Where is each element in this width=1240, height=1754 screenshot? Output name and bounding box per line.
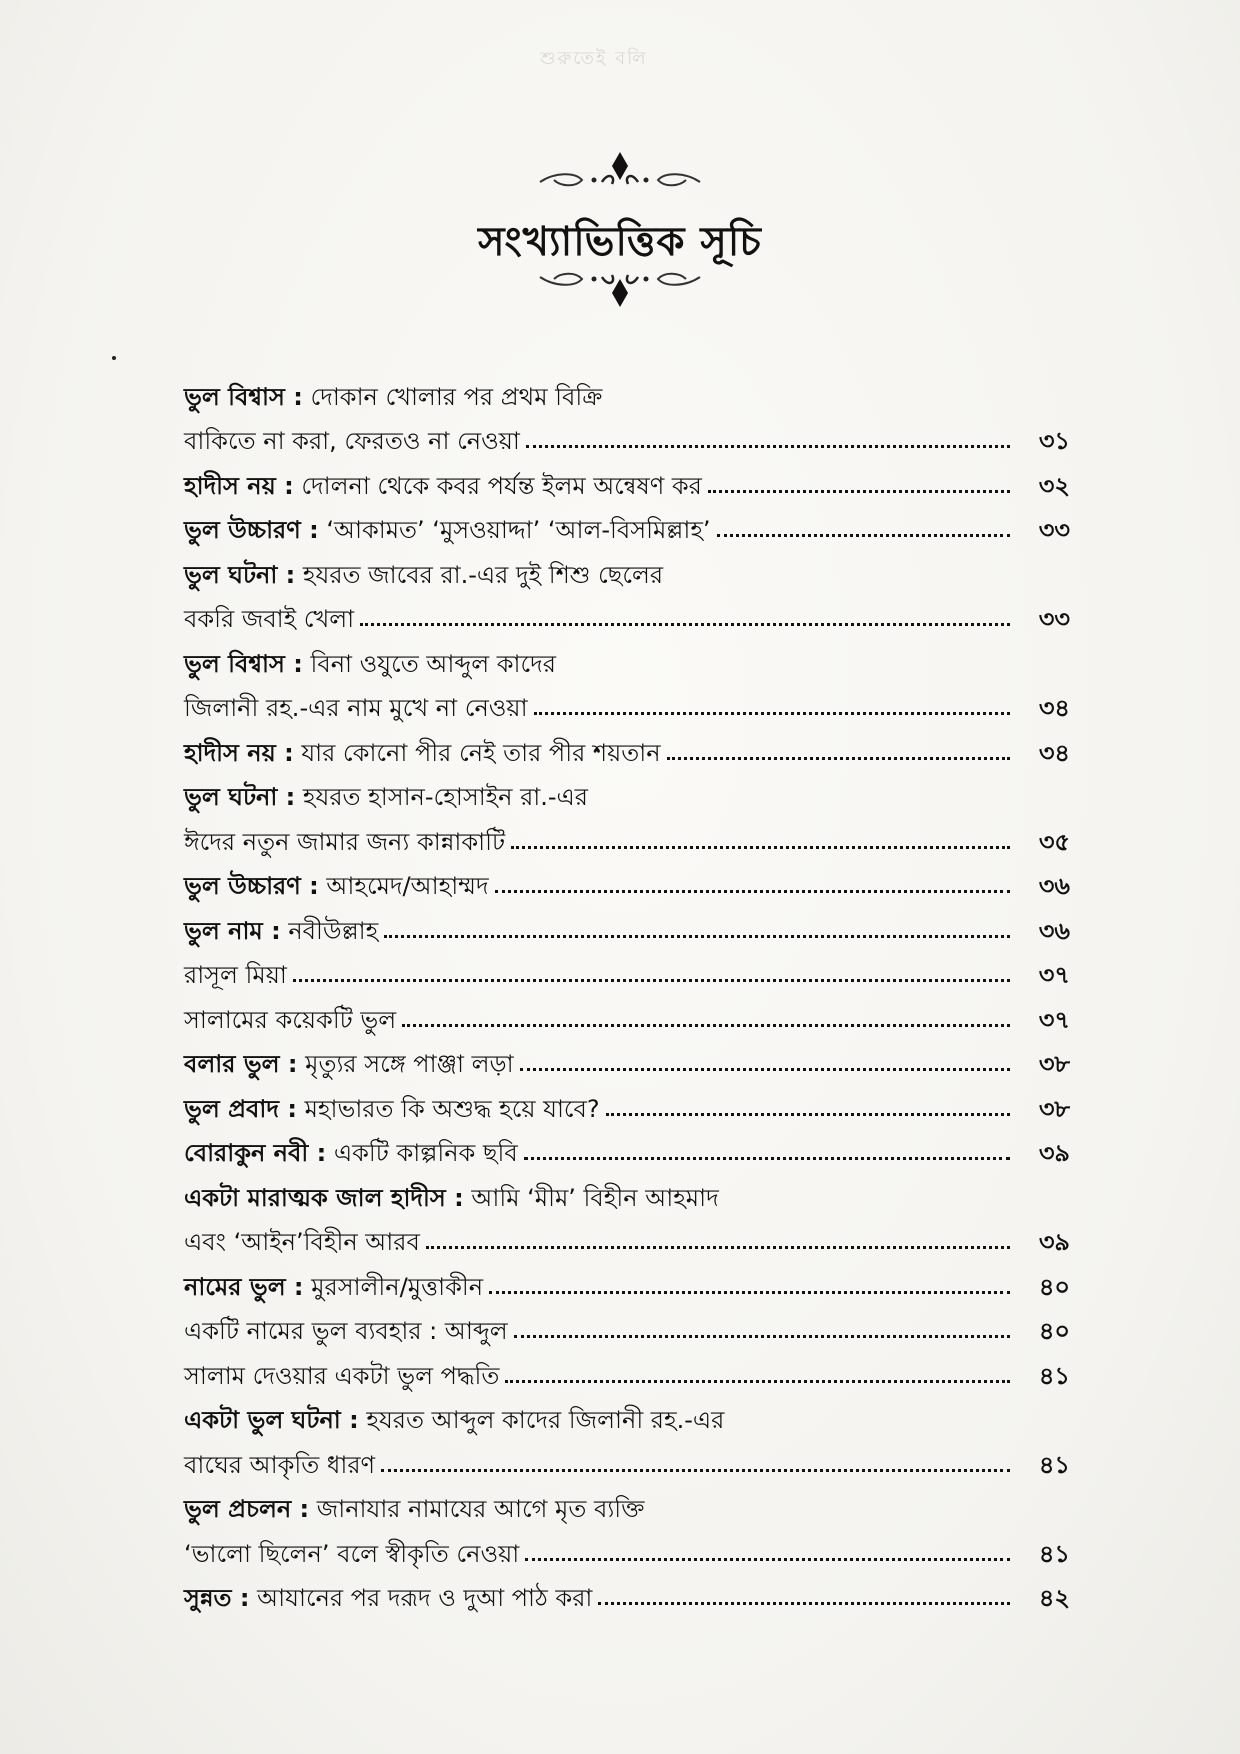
toc-line-text: জানাযার নামাযের আগে মৃত ব্যক্তি	[316, 1495, 645, 1523]
toc-line-text: দোলনা থেকে কবর পর্যন্ত ইলম অন্বেষণ কর	[301, 471, 702, 500]
toc-line	[184, 991, 1070, 1036]
toc-line-label: সুন্নত :	[184, 1584, 250, 1612]
toc-line-text: ‘ভালো ছিলেন’ বলে স্বীকৃতি নেওয়া	[184, 1539, 520, 1568]
toc-line	[184, 947, 1070, 992]
toc-line-text: বাকিতে না করা, ফেরতও না নেওয়া	[184, 427, 520, 455]
toc-page-number: ৪১	[1038, 1361, 1070, 1390]
dot-leader	[384, 935, 1010, 938]
toc-line-text: রাসূল মিয়া	[184, 961, 287, 989]
toc-line	[184, 813, 1070, 858]
toc-page-number: ৩১	[1038, 427, 1070, 455]
toc-line-text: আহমেদ/আহাম্মদ	[326, 872, 489, 900]
toc-page-number: ৩৮	[1038, 1094, 1070, 1123]
toc-page-number: ৩৫	[1038, 827, 1070, 856]
dot-leader	[606, 1113, 1010, 1116]
toc-line-label: ভুল ঘটনা :	[184, 783, 296, 811]
toc-page-number: ৩৬	[1038, 916, 1070, 945]
dot-leader	[293, 979, 1010, 982]
toc-line-label: একটা মারাত্মক জাল হাদীস :	[184, 1183, 464, 1212]
toc-line-text: নবীউল্লাহ	[288, 916, 379, 945]
toc-line	[184, 1481, 1070, 1526]
toc-line-text: জিলানী রহ.-এর নাম মুখে না নেওয়া	[184, 694, 528, 722]
toc-line-label: ভুল ঘটনা :	[184, 560, 296, 589]
toc-line	[184, 368, 1070, 413]
toc-line-label: ভুল বিশ্বাস :	[184, 382, 303, 411]
toc-line	[184, 1570, 1070, 1615]
toc-page-number: ৪২	[1038, 1584, 1070, 1612]
toc-line-text: হযরত আব্দুল কাদের জিলানী রহ.-এর	[366, 1406, 725, 1434]
dot-leader	[360, 623, 1010, 626]
page-title: সংখ্যাভিত্তিক সূচি	[478, 219, 762, 265]
toc-line	[184, 1392, 1070, 1437]
dot-leader	[489, 1291, 1010, 1294]
toc-page-number: ৪০	[1038, 1272, 1070, 1301]
dot-leader	[598, 1602, 1010, 1605]
toc-page-number: ৪০	[1038, 1317, 1070, 1345]
toc-line-text: বিনা ওযুতে আব্দুল কাদের	[310, 649, 556, 678]
dot-leader	[495, 890, 1010, 893]
stray-dot	[112, 356, 116, 360]
toc-line	[184, 1036, 1070, 1081]
toc-line-text: আমি ‘মীম’ বিহীন আহমাদ	[471, 1183, 719, 1212]
toc-line	[184, 591, 1070, 636]
toc-line	[184, 1214, 1070, 1259]
toc-page-number: ৩২	[1038, 471, 1070, 500]
dot-leader	[520, 1068, 1010, 1071]
toc-line	[184, 1525, 1070, 1570]
toc-line	[184, 502, 1070, 547]
toc-line	[184, 546, 1070, 591]
toc-line-text: দোকান খোলার পর প্রথম বিক্রি	[310, 382, 603, 411]
toc-line-label: ভুল প্রবাদ :	[184, 1094, 297, 1123]
dot-leader	[426, 1246, 1010, 1249]
toc-page-number: ৩৬	[1038, 872, 1070, 900]
dot-leader	[667, 757, 1010, 760]
toc-page-number: ৩৯	[1038, 1228, 1070, 1256]
toc-line	[184, 858, 1070, 903]
toc-line-text: একটি কাল্পনিক ছবি	[333, 1139, 518, 1167]
toc-line	[184, 1169, 1070, 1214]
bottom-ornament-icon	[520, 265, 720, 309]
toc-line	[184, 724, 1070, 769]
toc-line-label: বলার ভুল :	[184, 1050, 298, 1078]
toc-line-text: মুরসালীন/মুত্তাকীন	[311, 1272, 484, 1301]
toc-line-text: যার কোনো পীর নেই তার পীর শয়তান	[301, 738, 661, 767]
toc-line	[184, 1303, 1070, 1348]
toc-line-text: মৃত্যুর সঙ্গে পাঞ্জা লড়া	[305, 1050, 514, 1078]
toc-line-text: হযরত হাসান-হোসাইন রা.-এর	[302, 783, 589, 811]
toc-line-label: নামের ভুল :	[184, 1272, 304, 1301]
toc-line	[184, 769, 1070, 814]
toc-line-text: এবং ‘আইন’বিহীন আরব	[184, 1228, 420, 1256]
toc-line-text: সালামের কয়েকটি ভুল	[184, 1005, 397, 1034]
toc-page-number: ৩৪	[1038, 694, 1070, 722]
dot-leader	[526, 445, 1010, 448]
toc-line	[184, 635, 1070, 680]
toc-line	[184, 1347, 1070, 1392]
toc-line	[184, 413, 1070, 458]
toc-line-label: হাদীস নয় :	[184, 738, 294, 767]
dot-leader	[381, 1469, 1010, 1472]
toc-line-label: একটা ভুল ঘটনা :	[184, 1406, 359, 1434]
dot-leader	[402, 1024, 1010, 1027]
toc-line	[184, 1080, 1070, 1125]
toc-page-number: ৩৮	[1038, 1050, 1070, 1078]
toc-line	[184, 902, 1070, 947]
toc-line-text: ঈদের নতুন জামার জন্য কান্নাকাটি	[184, 827, 506, 856]
toc-page-number: ৩৪	[1038, 738, 1070, 767]
toc-page-number: ৪১	[1038, 1539, 1070, 1568]
toc-page-number: ৩৩	[1038, 516, 1070, 544]
toc-line-label: ভুল উচ্চারণ :	[184, 872, 319, 900]
dot-leader	[717, 534, 1010, 537]
toc-line-text: বাঘের আকৃতি ধারণ	[184, 1450, 376, 1479]
toc-line-label: ভুল বিশ্বাস :	[184, 649, 303, 678]
toc-line-label: হাদীস নয় :	[184, 471, 294, 500]
toc-line-text: আযানের পর দরূদ ও দুআ পাঠ করা	[257, 1584, 593, 1612]
toc-line	[184, 1125, 1070, 1170]
toc-line	[184, 1258, 1070, 1303]
toc-line-text: ‘আকামত’ ‘মুসওয়াদ্দা’ ‘আল-বিসমিল্লাহ’	[326, 516, 711, 544]
toc-line-label: ভুল উচ্চারণ :	[184, 516, 319, 544]
dot-leader	[708, 490, 1010, 493]
dot-leader	[525, 1558, 1010, 1561]
toc-line	[184, 1436, 1070, 1481]
toc-line	[184, 457, 1070, 502]
toc-page-number: ৩৭	[1038, 1005, 1070, 1034]
dot-leader	[514, 1335, 1010, 1338]
dot-leader	[534, 712, 1010, 715]
toc-line-text: বকরি জবাই খেলা	[184, 605, 355, 633]
toc-page-number: ৩৯	[1038, 1139, 1070, 1167]
table-of-contents	[184, 368, 1070, 1614]
dot-leader	[524, 1157, 1010, 1160]
faint-header-text: শুরুতেই বলি	[540, 48, 648, 69]
toc-page-number: ৩৩	[1038, 605, 1070, 633]
toc-line	[184, 680, 1070, 725]
toc-line-text: একটি নামের ভুল ব্যবহার : আব্দুল	[184, 1317, 508, 1345]
toc-line-label: বোরাকুন নবী :	[184, 1139, 327, 1167]
toc-line-text: মহাভারত কি অশুদ্ধ হয়ে যাবে?	[304, 1094, 600, 1123]
toc-line-text: হযরত জাবের রা.-এর দুই শিশু ছেলের	[302, 560, 664, 589]
toc-line-text: সালাম দেওয়ার একটা ভুল পদ্ধতি	[184, 1361, 500, 1390]
top-ornament-icon	[520, 150, 720, 194]
toc-page-number: ৪১	[1038, 1450, 1070, 1479]
dot-leader	[511, 846, 1010, 849]
toc-page-number: ৩৭	[1038, 961, 1070, 989]
dot-leader	[505, 1380, 1010, 1383]
toc-line-label: ভুল নাম :	[184, 916, 281, 945]
toc-line-label: ভুল প্রচলন :	[184, 1495, 310, 1523]
